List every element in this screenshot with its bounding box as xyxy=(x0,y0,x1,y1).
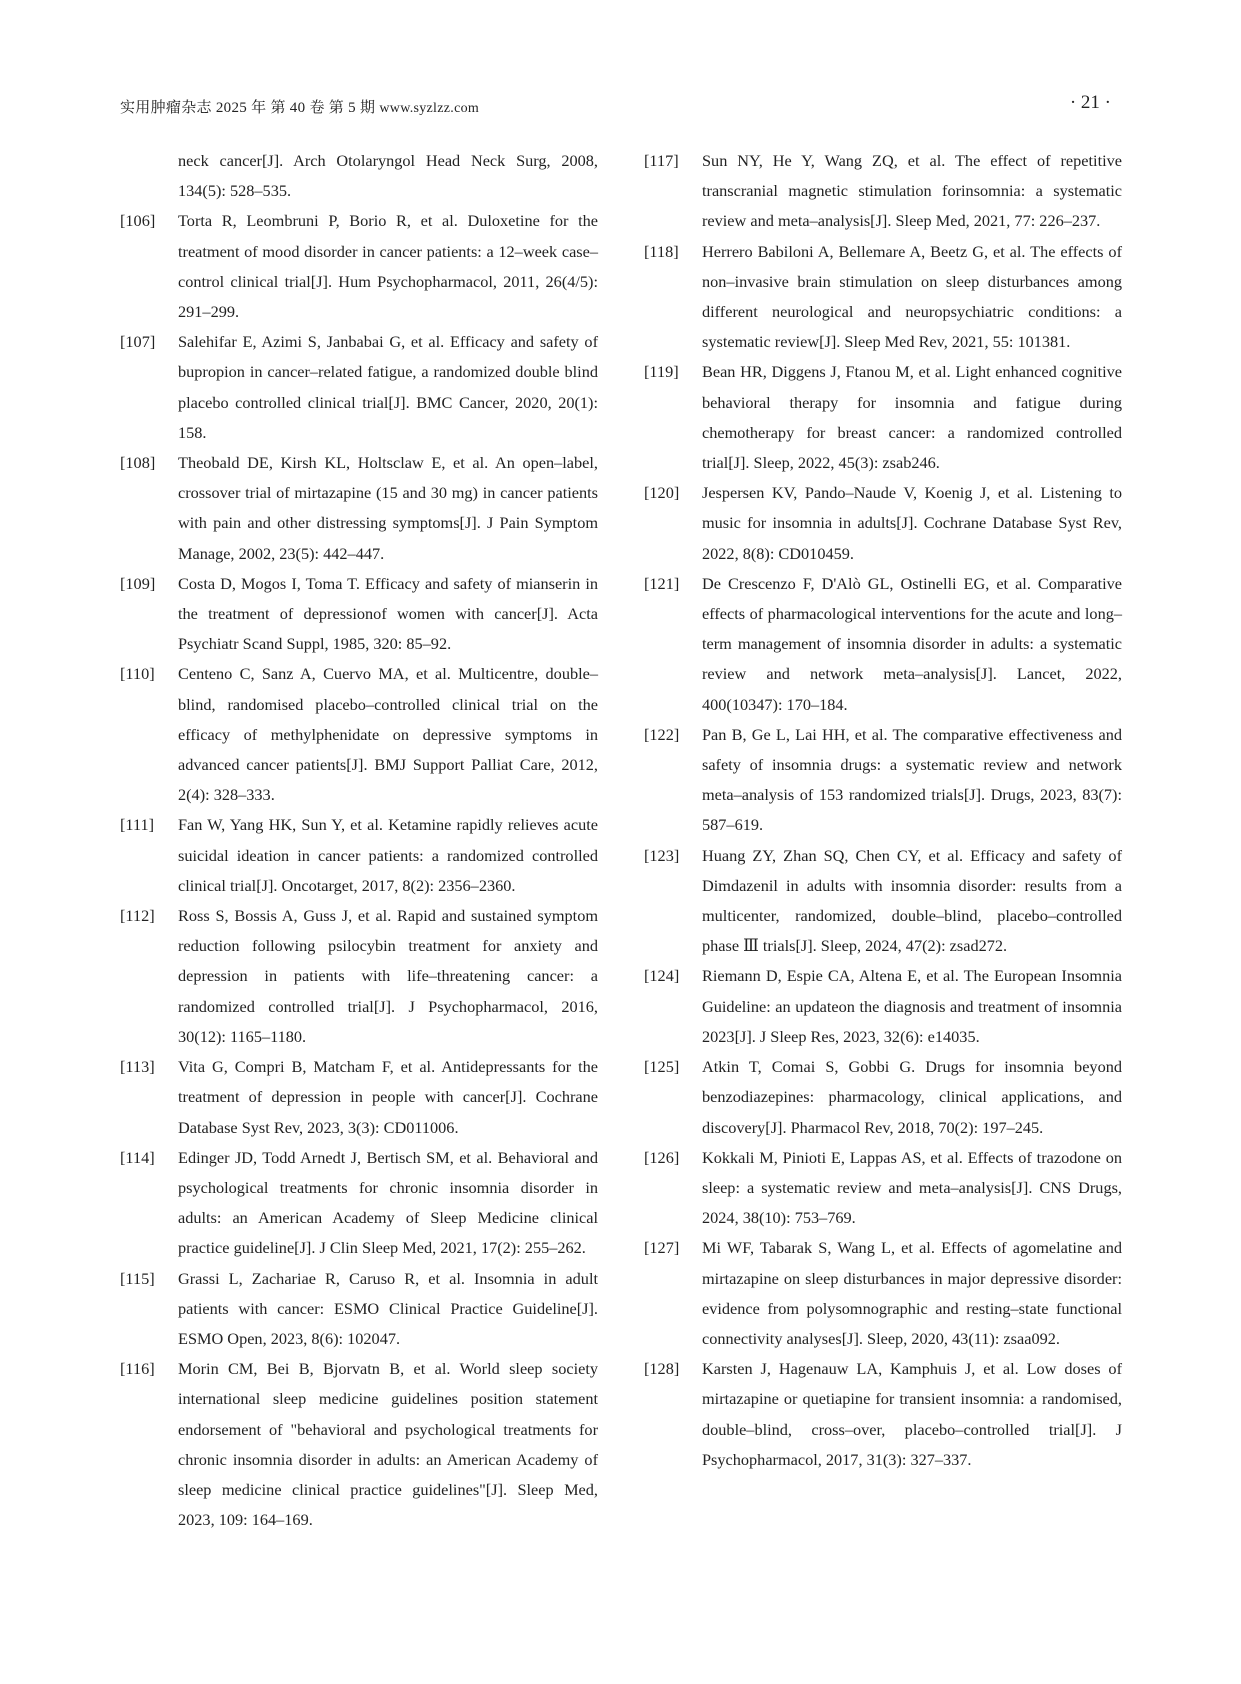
reference-number: [127] xyxy=(644,1238,680,1258)
journal-url: www.syzlzz.com xyxy=(379,101,480,116)
reference-text: Atkin T, Comai S, Gobbi G. Drugs for insomnia beyond benzodiazepines: pharmacology, clinical applications, and discovery[J]. Pharmacol Rev, 2018, 70(2): 197–245. xyxy=(702,1057,1122,1137)
reference-text: Jespersen KV, Pando–Naude V, Koenig J, et al. Listening to music for insomnia in adults[J]. Cochrane Database Syst Rev, 2022, 8(8): CD010459. xyxy=(702,483,1122,563)
reference-number: [118] xyxy=(644,241,679,261)
reference-entry xyxy=(120,810,598,901)
reference-number: [126] xyxy=(644,1147,680,1167)
reference-text: Grassi L, Zachariae R, Caruso R, et al. Insomnia in adult patients with cancer: ESMO Clinical Practice Guideline[J]. ESMO Open, 2023, 8(6): 102047. xyxy=(178,1268,598,1348)
reference-number: [108] xyxy=(120,453,156,473)
reference-entry xyxy=(120,901,598,1052)
reference-entry xyxy=(644,237,1122,358)
reference-entry xyxy=(644,841,1122,962)
reference-text: Sun NY, He Y, Wang ZQ, et al. The effect of repetitive transcranial magnetic stimulation forinsomnia: a systematic review and meta–analysis[J]. Sleep Med, 2021, 77: 226–237. xyxy=(702,151,1122,231)
reference-number: [125] xyxy=(644,1057,680,1077)
reference-text: Mi WF, Tabarak S, Wang L, et al. Effects of agomelatine and mirtazapine on sleep disturbances in major depressive disorder: evidence from polysomnographic and resting–state functional connectivity analyses[J]. Sleep, 2020, 43(11): zsaa092. xyxy=(702,1238,1122,1348)
reference-number: [120] xyxy=(644,483,680,503)
reference-text: Theobald DE, Kirsh KL, Holtsclaw E, et al. An open–label, crossover trial of mirtazapine (15 and 30 mg) in cancer patients with pain and other distressing symptoms[J]. J Pain Symptom Manage, 2002, 23(5): 442–447. xyxy=(178,453,598,563)
reference-text: Fan W, Yang HK, Sun Y, et al. Ketamine rapidly relieves acute suicidal ideation in cancer patients: a randomized controlled clinical trial[J]. Oncotarget, 2017, 8(2): 2356–2360. xyxy=(178,815,598,895)
reference-entry xyxy=(644,1233,1122,1354)
reference-number: [107] xyxy=(120,332,156,352)
reference-text: Karsten J, Hagenauw LA, Kamphuis J, et al. Low doses of mirtazapine or quetiapine for transient insomnia: a randomised, double–blind, cross–over, placebo–controlled trial[J]. J Psychopharmacol, 2017, 31(3): 327–337. xyxy=(702,1359,1122,1469)
reference-number: [117] xyxy=(644,151,679,170)
reference-column-right xyxy=(644,146,1122,1475)
reference-entry xyxy=(120,327,598,448)
reference-entry xyxy=(644,1354,1122,1475)
reference-entry xyxy=(120,659,598,810)
reference-entry xyxy=(120,569,598,660)
reference-number: [109] xyxy=(120,573,156,593)
reference-text: Kokkali M, Pinioti E, Lappas AS, et al. Effects of trazodone on sleep: a systematic review and meta–analysis[J]. CNS Drugs, 2024, 38(10): 753–769. xyxy=(702,1147,1122,1228)
reference-entry xyxy=(644,961,1122,1052)
reference-text: Herrero Babiloni A, Bellemare A, Beetz G, et al. The effects of non–invasive brain stimulation on sleep disturbances among different neurological and neuropsychiatric conditions: a systematic review[J]. Sleep Med Rev, 2021, 55: 101381. xyxy=(702,241,1122,352)
reference-entry xyxy=(644,1052,1122,1143)
reference-number: [119] xyxy=(644,362,679,382)
reference-text: Torta R, Leombruni P, Borio R, et al. Duloxetine for the treatment of mood disorder in cancer patients: a 12–week case–control clinical trial[J]. Hum Psychopharmacol, 2011, 26(4/5): 291–299. xyxy=(178,211,598,322)
reference-text: Morin CM, Bei B, Bjorvatn B, et al. World sleep society international sleep medicine guidelines position statement endorsement of "behavioral and psychological treatments for chronic insomnia disorder in adults: an American Academy of sleep medicine clinical practice guidelines"[J]. Sleep Med, 2023, 109: 164–169. xyxy=(178,1359,598,1530)
running-header xyxy=(120,96,479,117)
reference-text: Pan B, Ge L, Lai HH, et al. The comparative effectiveness and safety of insomnia drugs: a systematic review and network meta–analysis of 153 randomized trials[J]. Drugs, 2023, 83(7): 587–619. xyxy=(702,724,1122,835)
reference-entry xyxy=(644,569,1122,720)
reference-entry xyxy=(120,1143,598,1264)
reference-text: Bean HR, Diggens J, Ftanou M, et al. Light enhanced cognitive behavioral therapy for insomnia and fatigue during chemotherapy for breast cancer: a randomized controlled trial[J]. Sleep, 2022, 45(3): zsab246. xyxy=(702,362,1122,473)
reference-number: [124] xyxy=(644,966,680,986)
reference-number: [123] xyxy=(644,845,680,865)
reference-text: Edinger JD, Todd Arnedt J, Bertisch SM, et al. Behavioral and psychological treatments for chronic insomnia disorder in adults: an American Academy of Sleep Medicine clinical practice guideline[J]. J Clin Sleep Med, 2021, 17(2): 255–262. xyxy=(178,1147,598,1258)
reference-entry xyxy=(644,146,1122,237)
reference-entry xyxy=(120,448,598,569)
reference-entry xyxy=(120,1264,598,1355)
reference-text: Ross S, Bossis A, Guss J, et al. Rapid and sustained symptom reduction following psilocybin treatment for anxiety and depression in patients with life–threatening cancer: a randomized controlled trial[J]. J Psychopharmacol, 2016, 30(12): 1165–1180. xyxy=(178,906,598,1046)
reference-number: [110] xyxy=(120,664,155,684)
reference-entry xyxy=(120,1354,598,1535)
reference-entry xyxy=(120,146,598,206)
page-number: · 21 · xyxy=(1069,92,1111,113)
reference-number: [106] xyxy=(120,211,156,231)
reference-number: [111] xyxy=(120,815,155,835)
reference-entry xyxy=(644,478,1122,569)
reference-number: [114] xyxy=(120,1147,155,1167)
reference-text: Costa D, Mogos I, Toma T. Efficacy and safety of mianserin in the treatment of depressionof women with cancer[J]. Acta Psychiatr Scand Suppl, 1985, 320: 85–92. xyxy=(178,573,598,654)
reference-number: [128] xyxy=(644,1359,680,1379)
reference-number: [113] xyxy=(120,1057,155,1077)
journal-info: 实用肿瘤杂志 2025 年 第 40 卷 第 5 期 xyxy=(120,100,376,116)
reference-number: [112] xyxy=(120,906,155,926)
reference-entry xyxy=(644,1143,1122,1234)
reference-text: Huang ZY, Zhan SQ, Chen CY, et al. Efficacy and safety of Dimdazenil in adults with insomnia disorder: results from a multicenter, randomized, double–blind, placebo–controlled phase Ⅲ trials[J]. Sleep, 2024, 47(2): zsad272. xyxy=(702,845,1122,956)
reference-text: Salehifar E, Azimi S, Janbabai G, et al. Efficacy and safety of bupropion in cancer–related fatigue, a randomized double blind placebo controlled clinical trial[J]. BMC Cancer, 2020, 20(1): 158. xyxy=(178,332,598,442)
reference-text: Vita G, Compri B, Matcham F, et al. Antidepressants for the treatment of depression in people with cancer[J]. Cochrane Database Syst Rev, 2023, 3(3): CD011006. xyxy=(178,1057,598,1137)
reference-entry xyxy=(120,1052,598,1143)
reference-text: De Crescenzo F, D'Alò GL, Ostinelli EG, et al. Comparative effects of pharmacological interventions for the acute and long–term management of insomnia disorder in adults: a systematic review and network meta–analysis[J]. Lancet, 2022, 400(10347): 170–184. xyxy=(702,573,1122,714)
reference-entry xyxy=(120,206,598,327)
reference-entry xyxy=(644,720,1122,841)
reference-number: [121] xyxy=(644,573,680,593)
reference-number: [116] xyxy=(120,1359,155,1379)
reference-text: neck cancer[J]. Arch Otolaryngol Head Neck Surg, 2008, 134(5): 528–535. xyxy=(178,151,598,201)
reference-text: Centeno C, Sanz A, Cuervo MA, et al. Multicentre, double–blind, randomised placebo–controlled clinical trial on the efficacy of methylphenidate on depressive symptoms in advanced cancer patients[J]. BMJ Support Palliat Care, 2012, 2(4): 328–333. xyxy=(178,664,598,805)
reference-text: Riemann D, Espie CA, Altena E, et al. The European Insomnia Guideline: an updateon the diagnosis and treatment of insomnia 2023[J]. J Sleep Res, 2023, 32(6): e14035. xyxy=(702,966,1122,1046)
reference-entry xyxy=(644,357,1122,478)
reference-number: [115] xyxy=(120,1268,155,1288)
reference-column-left xyxy=(120,146,598,1535)
reference-number: [122] xyxy=(644,724,680,744)
